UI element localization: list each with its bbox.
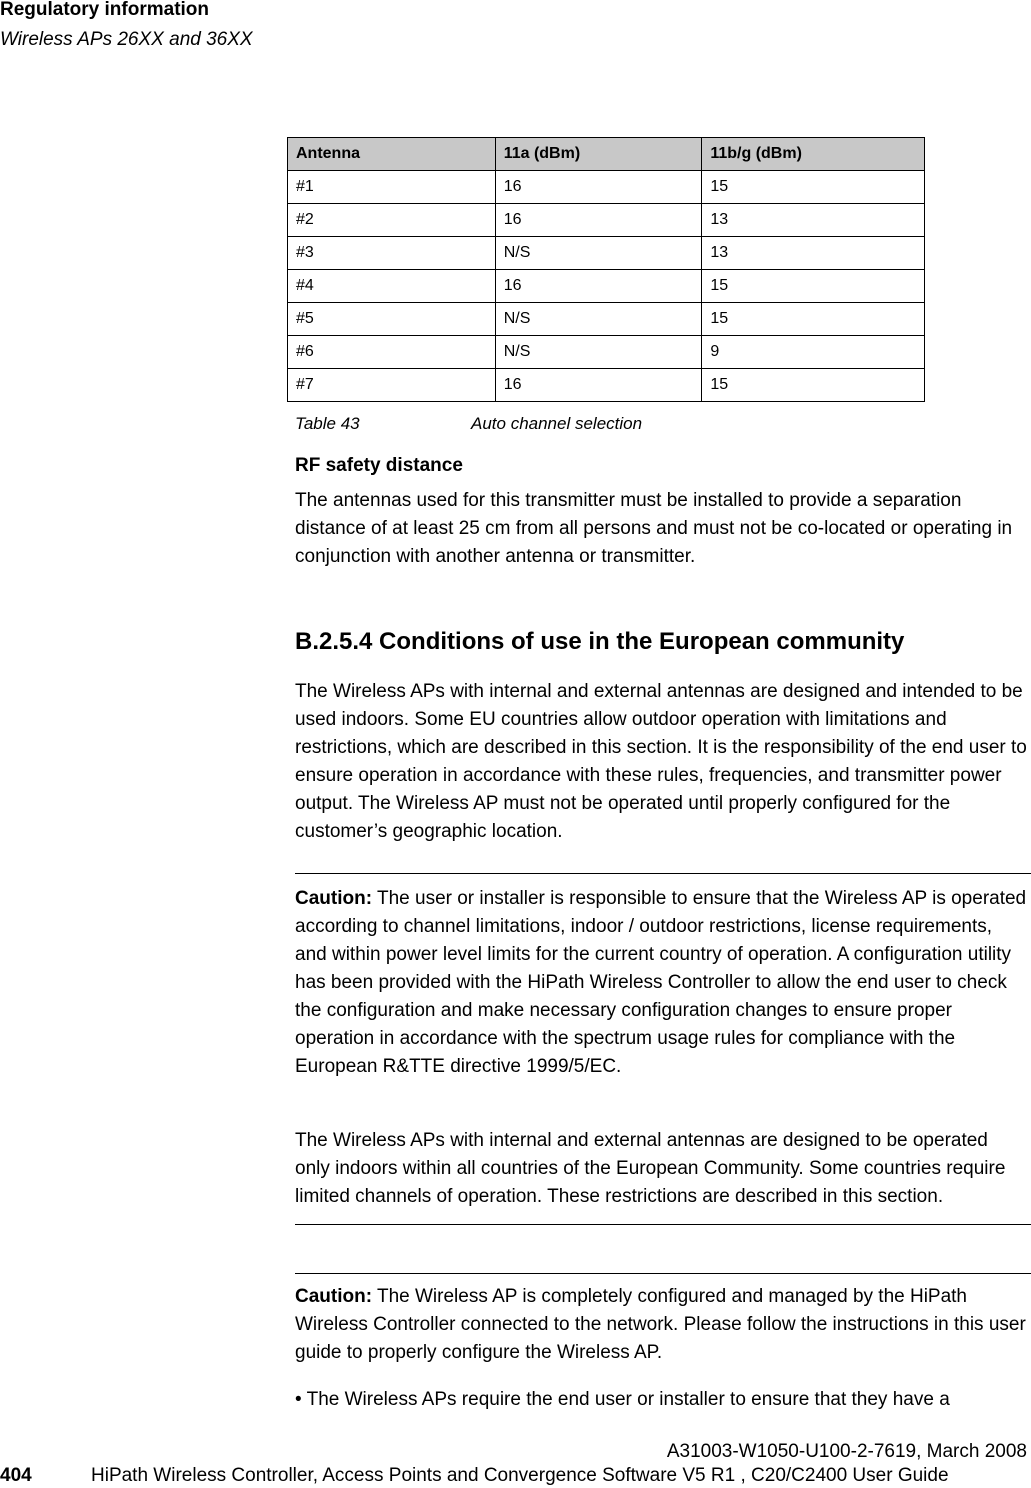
caution-text: The Wireless AP is completely configured and managed by the HiPath Wireless Controller connected to the network. Please follow the instructions in this user guide to properly configure the Wireless AP. [295,1286,1026,1363]
column-header: 11b/g (dBm) [702,138,925,171]
caution-label: Caution: [295,888,373,909]
running-header-title: Regulatory information [0,0,210,20]
antenna-power-table [287,137,925,402]
caution-top-rule [295,1273,1031,1274]
table-cell: 16 [495,270,702,303]
footer-document-reference: A31003-W1050-U100-2-7619, March 2008 [666,1441,1027,1462]
table-cell: 13 [702,237,925,270]
footer-document-title: HiPath Wireless Controller, Access Points and Convergence Software V5 R1 , C20/C2400 User Guide [91,1465,949,1486]
table-cell: N/S [495,303,702,336]
table-cell: N/S [495,237,702,270]
table-header-row [288,138,925,171]
table-caption-number: Table 43 [295,414,360,433]
table-cell: #7 [288,369,496,402]
table-cell: N/S [495,336,702,369]
section-paragraph: The Wireless APs with internal and external antennas are designed and intended to be used indoors. Some EU countries allow outdoor operation with limitations and restrictions, which are described in this section. It is the responsibility of the end user to ensure operation in accordance with these rules, frequencies, and transmitter power output. The Wireless AP must not be operated until properly configured for the customer’s geographic location. [295,681,1027,842]
column-header: Antenna [288,138,496,171]
table-cell: #1 [288,171,496,204]
table-cell: 9 [702,336,925,369]
table-cell: #5 [288,303,496,336]
table-row [288,303,925,336]
table-cell: 15 [702,303,925,336]
table-row [288,336,925,369]
table-row [288,237,925,270]
caution-note-2 [295,1283,1027,1367]
bullet-item: • The Wireless APs require the end user or installer to ensure that they have a [295,1389,950,1410]
running-header-subtitle: Wireless APs 26XX and 36XX [0,29,253,50]
table-row [288,369,925,402]
caution-text: The user or installer is responsible to ensure that the Wireless AP is operated according to channel limitations, indoor / outdoor restrictions, license requirements, and within power level limits for the current country of operation. A configuration utility has been provided with the HiPath Wireless Controller to allow the end user to check the configuration and make necessary configuration changes to ensure proper operation in accordance with the spectrum usage rules for compliance with the European R&TTE directive 1999/5/EC. [295,888,1027,1077]
table-caption [295,413,642,435]
table-cell: #2 [288,204,496,237]
table-cell: 16 [495,171,702,204]
table-cell: 15 [702,270,925,303]
caution-note-1 [295,885,1027,1081]
caution-bottom-rule [295,1224,1031,1225]
rf-safety-paragraph: The antennas used for this transmitter must be installed to provide a separation distance of at least 25 cm from all persons and must not be co-located or operating in conjunction with another antenna or transmitter. [295,490,1013,567]
table-row [288,171,925,204]
table-cell: 16 [495,204,702,237]
table-row [288,270,925,303]
caution-note-1-paragraph-2: The Wireless APs with internal and external antennas are designed to be operated only indoors within all countries of the European Community. Some countries require limited channels of operation. These restrictions are described in this section. [295,1130,1006,1207]
footer-page-number: 404 [0,1465,32,1486]
section-heading: B.2.5.4 Conditions of use in the European community [295,628,905,655]
caution-label: Caution: [295,1286,373,1307]
table-cell: #3 [288,237,496,270]
table-cell: 15 [702,369,925,402]
table-cell: #4 [288,270,496,303]
table-cell: #6 [288,336,496,369]
table-caption-text: Auto channel selection [471,414,643,433]
table-cell: 15 [702,171,925,204]
caution-top-rule [295,873,1031,874]
table-cell: 16 [495,369,702,402]
table-row [288,204,925,237]
rf-safety-heading: RF safety distance [295,455,463,476]
table-cell: 13 [702,204,925,237]
column-header: 11a (dBm) [495,138,702,171]
